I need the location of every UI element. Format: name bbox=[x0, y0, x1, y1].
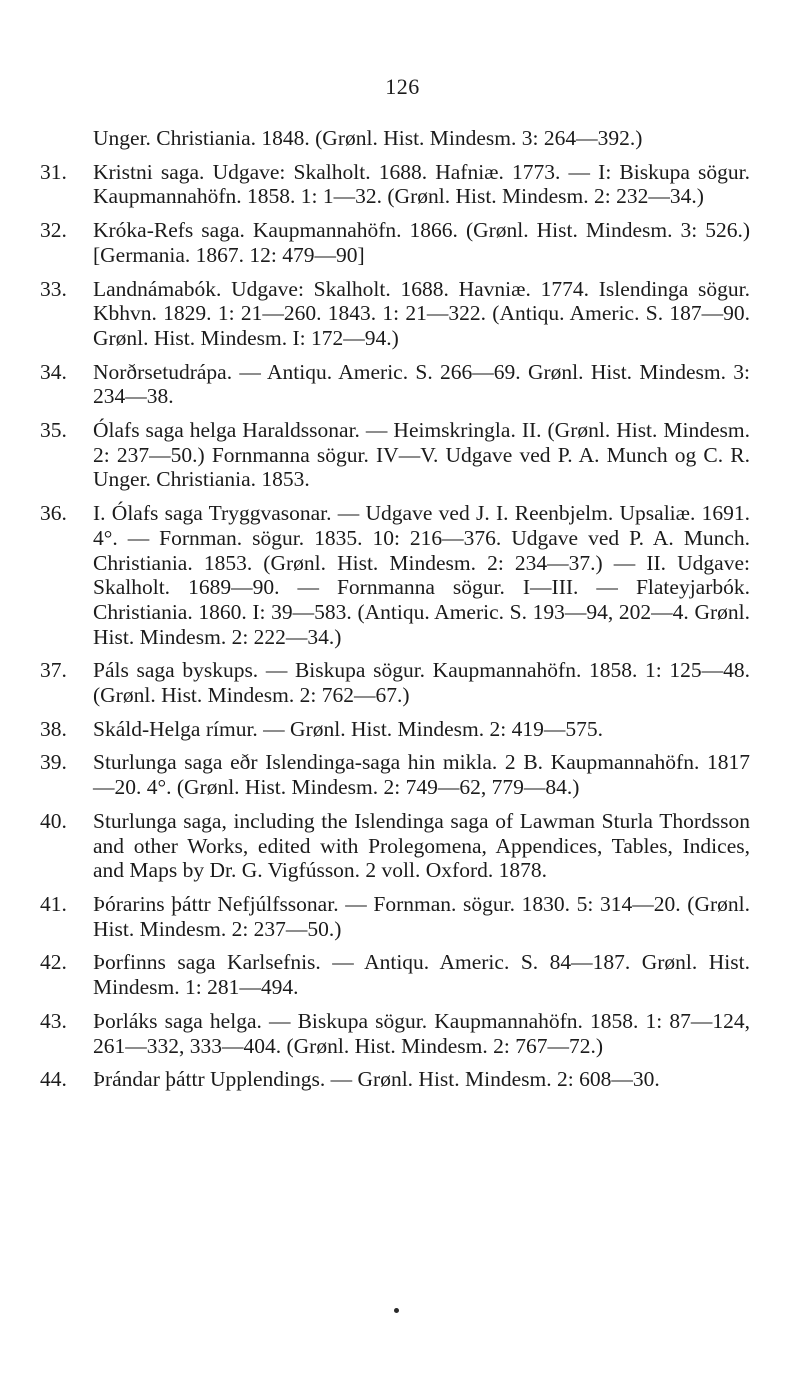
entry-number: 40. bbox=[40, 808, 67, 833]
entry-text: Króka-Refs saga. Kaupmannahöfn. 1866. (Grønl. Hist. Mindesm. 3: 526.) [Germania. 1867. 12: 479—90] bbox=[93, 218, 750, 267]
entry-number: 42. bbox=[40, 950, 67, 975]
bibliography-entry bbox=[40, 501, 750, 649]
entry-number: 33. bbox=[40, 276, 67, 301]
entry-text: Ólafs saga helga Haraldssonar. — Heimskringla. II. (Grønl. Hist. Mindesm. 2: 237—50.) Fornmanna sögur. IV—V. Udgave ved P. A. Munch og C. R. Unger. Christiania. 1853. bbox=[93, 418, 750, 492]
entry-text: Sturlunga saga eðr Islendinga-saga hin mikla. 2 B. Kaupmannahöfn. 1817—20. 4°. (Grønl. Hist. Mindesm. 2: 749—62, 779—84.) bbox=[93, 750, 750, 800]
bibliography-entry bbox=[40, 418, 750, 492]
bibliography-entry bbox=[40, 658, 750, 707]
bibliography-entry bbox=[40, 126, 750, 151]
entry-text: Kristni saga. Udgave: Skalholt. 1688. Hafniæ. 1773. — I: Biskupa sögur. Kaupmannahöfn. 1858. 1: 1—32. (Grønl. Hist. Mindesm. 2: 232—34.) bbox=[93, 159, 750, 209]
entry-text: Landnámabók. Udgave: Skalholt. 1688. Havniæ. 1774. Islendinga sögur. Kbhvn. 1829. 1: 21—260. 1843. 1: 21—322. (Antiqu. Americ. S. 187—90. Grønl. Hist. Mindesm. I: 172—94.) bbox=[93, 276, 750, 350]
ink-speck bbox=[394, 1308, 399, 1313]
entry-text: Þórarins þáttr Nefjúlfssonar. — Fornman. sögur. 1830. 5: 314—20. (Grønl. Hist. Mindesm. 2: 237—50.) bbox=[93, 891, 750, 941]
bibliography-entry bbox=[40, 892, 750, 941]
bibliography-entry bbox=[40, 1009, 750, 1058]
entry-number: 31. bbox=[40, 159, 67, 184]
bibliography-entry bbox=[40, 1067, 750, 1092]
bibliography-entry bbox=[40, 809, 750, 883]
entry-number: 37. bbox=[40, 658, 67, 683]
entry-number: 34. bbox=[40, 359, 67, 384]
bibliography-entry bbox=[40, 360, 750, 409]
entry-text: Þrándar þáttr Upplendings. — Grønl. Hist. Mindesm. 2: 608—30. bbox=[93, 1067, 660, 1092]
bibliography-entry bbox=[40, 950, 750, 999]
page-number: 126 bbox=[385, 74, 420, 99]
entry-text: Páls saga byskups. — Biskupa sögur. Kaupmannahöfn. 1858. 1: 125—48. (Grønl. Hist. Mindesm. 2: 762—67.) bbox=[93, 658, 750, 708]
bibliography-entry bbox=[40, 218, 750, 267]
bibliography-entry bbox=[40, 750, 750, 799]
entry-text: Sturlunga saga, including the Islendinga saga of Lawman Sturla Thordsson and other Works, edited with Prolegomena, Appendices, Tables, Indices, and Maps by Dr. G. Vigfússon. 2 voll. Oxford. 1878. bbox=[93, 808, 750, 883]
entry-number: 43. bbox=[40, 1008, 67, 1033]
entry-number: 35. bbox=[40, 418, 67, 443]
entry-number: 44. bbox=[40, 1067, 67, 1092]
bibliography-entry bbox=[40, 160, 750, 209]
entry-text: Skáld-Helga rímur. — Grønl. Hist. Mindesm. 2: 419—575. bbox=[93, 716, 603, 741]
entry-text: I. Ólafs saga Tryggvasonar. — Udgave ved J. I. Reenbjelm. Upsaliæ. 1691. 4°. — Fornman. sögur. 1835. 10: 216—376. Udgave ved P. A. Munch. Christiania. 1853. (Grønl. Hist. Mindesm. 2: 234—37.) — II. Udgave: Skalholt. 1689—90. — Fornmanna sögur. I—III. — Flateyjarbók. Christiania. 1860. I: 39—583. (Antiqu. Americ. S. 193—94, 202—4. Grønl. Hist. Mindesm. 2: 222—34.) bbox=[93, 501, 750, 649]
entry-text: Unger. Christiania. 1848. (Grønl. Hist. Mindesm. 3: 264—392.) bbox=[93, 126, 643, 150]
bibliography-entry bbox=[40, 717, 750, 742]
entry-number: 36. bbox=[40, 501, 67, 526]
bibliography-entry bbox=[40, 277, 750, 351]
entry-number: 38. bbox=[40, 716, 67, 741]
entry-number: 41. bbox=[40, 891, 67, 916]
bibliography-list bbox=[40, 126, 750, 1101]
entry-number: 32. bbox=[40, 218, 67, 243]
entry-number: 39. bbox=[40, 750, 67, 775]
entry-text: Norðrsetudrápa. — Antiqu. Americ. S. 266—69. Grønl. Hist. Mindesm. 3: 234—38. bbox=[93, 359, 750, 409]
entry-text: Þorláks saga helga. — Biskupa sögur. Kaupmannahöfn. 1858. 1: 87—124, 261—332, 333—404. (Grønl. Hist. Mindesm. 2: 767—72.) bbox=[93, 1008, 750, 1058]
entry-text: Þorfinns saga Karlsefnis. — Antiqu. Americ. S. 84—187. Grønl. Hist. Mindesm. 1: 281—494. bbox=[93, 950, 750, 1000]
